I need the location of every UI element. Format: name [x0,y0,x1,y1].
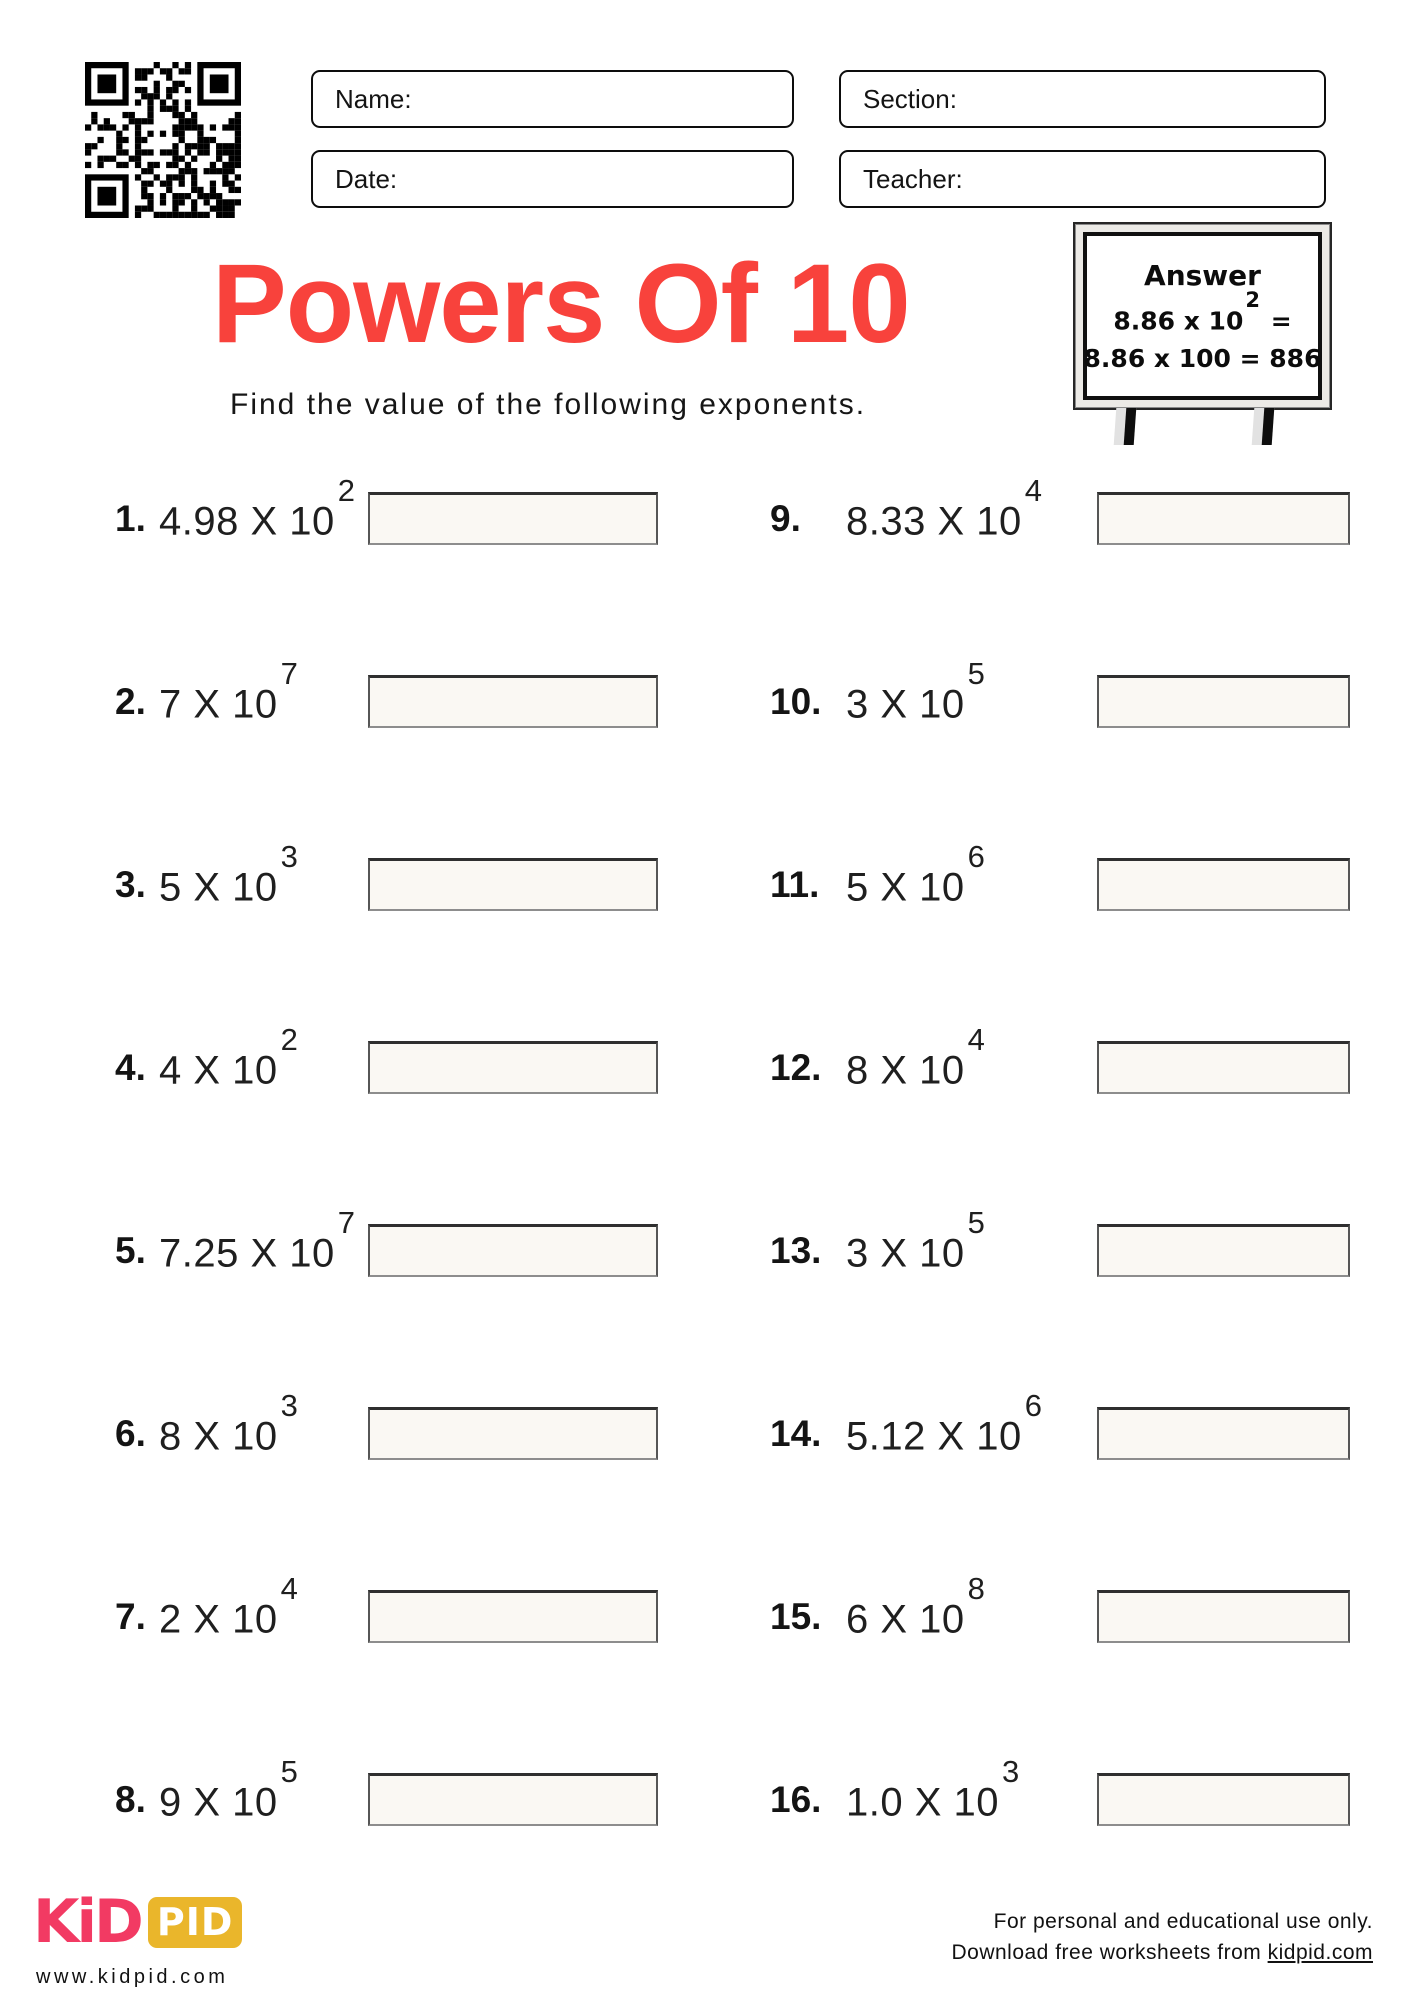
answer-box[interactable] [1097,1224,1350,1277]
name-field[interactable] [311,70,794,128]
problem-item-7 [115,1571,715,1643]
date-field[interactable] [311,150,794,208]
problem-item-5 [115,1205,715,1277]
expression-base: 4.98 X 10 [159,499,335,544]
exponent: 2 [337,473,356,509]
problem-expression [846,1205,986,1276]
answer-example-expression [1113,287,1292,336]
exponent: 3 [1002,1754,1020,1790]
exponent: 6 [1024,1388,1043,1424]
problem-number: 12. [770,1046,822,1088]
answer-box[interactable] [368,858,658,911]
problem-number: 15. [770,1595,822,1637]
problem-item-2 [115,656,715,728]
answer-box[interactable] [368,1224,658,1277]
problem-item-8 [115,1754,715,1826]
exponent: 8 [967,1571,986,1607]
problem-expression [846,1388,1043,1459]
problem-number: 11. [770,863,820,905]
problem-number: 9. [770,497,801,539]
board-leg-right [1252,408,1275,445]
qr-code [85,62,241,218]
expression-base: 5 X 10 [159,865,278,910]
problem-item-16 [770,1754,1370,1826]
answer-box[interactable] [368,1041,658,1094]
problem-expression [159,839,299,910]
answer-box[interactable] [368,1590,658,1643]
problem-item-1 [115,473,715,545]
problem-number: 1. [115,497,146,539]
problem-expression [159,1205,356,1276]
problem-number: 16. [770,1778,822,1820]
section-field[interactable] [839,70,1326,128]
answer-expression-base: 8.86 x 10 [1113,306,1244,336]
answer-box[interactable] [368,492,658,545]
expression-base: 2 X 10 [159,1597,278,1642]
answer-example-result: 8.86 x 100 = 886 [1083,344,1322,374]
problem-item-6 [115,1388,715,1460]
problem-expression [846,1022,986,1093]
problem-number: 14. [770,1412,822,1454]
problem-expression [159,1754,299,1825]
expression-base: 4 X 10 [159,1048,278,1093]
answer-expression-equals: = [1270,306,1292,336]
expression-base: 8.33 X 10 [846,499,1022,544]
board-leg-left [1114,408,1137,445]
problem-expression [846,1754,1020,1825]
exponent: 5 [967,656,986,692]
problem-item-13 [770,1205,1370,1277]
usage-note: For personal and educational use only. [993,1910,1373,1933]
problem-expression [159,1388,299,1459]
answer-box[interactable] [368,675,658,728]
problem-item-3 [115,839,715,911]
section-field-label: Section: [863,83,957,114]
answer-box[interactable] [1097,1773,1350,1826]
problem-item-4 [115,1022,715,1094]
problem-number: 10. [770,680,822,722]
date-field-label: Date: [335,163,398,194]
logo-pid-badge: PID [148,1897,243,1948]
exponent: 4 [967,1022,986,1058]
answer-example-board [1073,222,1332,410]
exponent: 6 [967,839,986,875]
website-url: www.kidpid.com [36,1966,229,1988]
name-field-label: Name: [335,83,412,114]
exponent: 4 [1024,473,1043,509]
worksheet-subtitle: Find the value of the following exponents. [230,388,867,421]
problem-expression [159,473,356,544]
problem-expression [846,656,986,727]
problem-expression [159,656,299,727]
logo-kid-text: KiD [33,1887,141,1957]
answer-example-heading: Answer [1144,258,1261,292]
download-note [951,1937,1373,1968]
answer-expression-exponent: 2 [1245,287,1260,312]
expression-base: 8 X 10 [846,1048,965,1093]
answer-box[interactable] [1097,492,1350,545]
kidpid-link[interactable]: kidpid.com [1267,1941,1373,1964]
problem-expression [846,473,1043,544]
answer-box[interactable] [1097,1041,1350,1094]
download-note-prefix: Download free worksheets from [951,1941,1268,1964]
problem-item-9 [770,473,1370,545]
expression-base: 5 X 10 [846,865,965,910]
problem-expression [846,839,986,910]
problem-item-12 [770,1022,1370,1094]
problem-number: 8. [115,1778,146,1820]
expression-base: 3 X 10 [846,1231,965,1276]
exponent: 5 [967,1205,986,1241]
problem-number: 13. [770,1229,822,1271]
problem-expression [159,1022,299,1093]
exponent: 7 [280,656,299,692]
footer-note [951,1906,1373,1968]
teacher-field[interactable] [839,150,1326,208]
exponent: 5 [280,1754,299,1790]
teacher-field-label: Teacher: [863,163,963,194]
answer-box[interactable] [1097,858,1350,911]
problem-item-11 [770,839,1370,911]
expression-base: 8 X 10 [159,1414,278,1459]
expression-base: 9 X 10 [159,1780,278,1825]
expression-base: 7 X 10 [159,682,278,727]
worksheet-title: Powers Of 10 [212,241,910,366]
exponent: 3 [280,839,299,875]
expression-base: 6 X 10 [846,1597,965,1642]
expression-base: 3 X 10 [846,682,965,727]
expression-base: 5.12 X 10 [846,1414,1022,1459]
expression-base: 7.25 X 10 [159,1231,335,1276]
exponent: 3 [280,1388,299,1424]
answer-box[interactable] [1097,675,1350,728]
problem-number: 6. [115,1412,146,1454]
kidpid-logo [33,1887,242,1957]
exponent: 7 [337,1205,356,1241]
problem-number: 5. [115,1229,146,1271]
answer-box[interactable] [1097,1407,1350,1460]
answer-box[interactable] [368,1407,658,1460]
answer-box[interactable] [1097,1590,1350,1643]
problem-item-15 [770,1571,1370,1643]
problem-number: 4. [115,1046,146,1088]
expression-base: 1.0 X 10 [846,1780,1000,1825]
problem-number: 7. [115,1595,146,1637]
problem-expression [159,1571,299,1642]
exponent: 2 [280,1022,299,1058]
problem-number: 2. [115,680,146,722]
problem-expression [846,1571,986,1642]
problem-number: 3. [115,863,146,905]
answer-example-inner [1083,232,1322,400]
problem-item-10 [770,656,1370,728]
problem-item-14 [770,1388,1370,1460]
answer-box[interactable] [368,1773,658,1826]
exponent: 4 [280,1571,299,1607]
